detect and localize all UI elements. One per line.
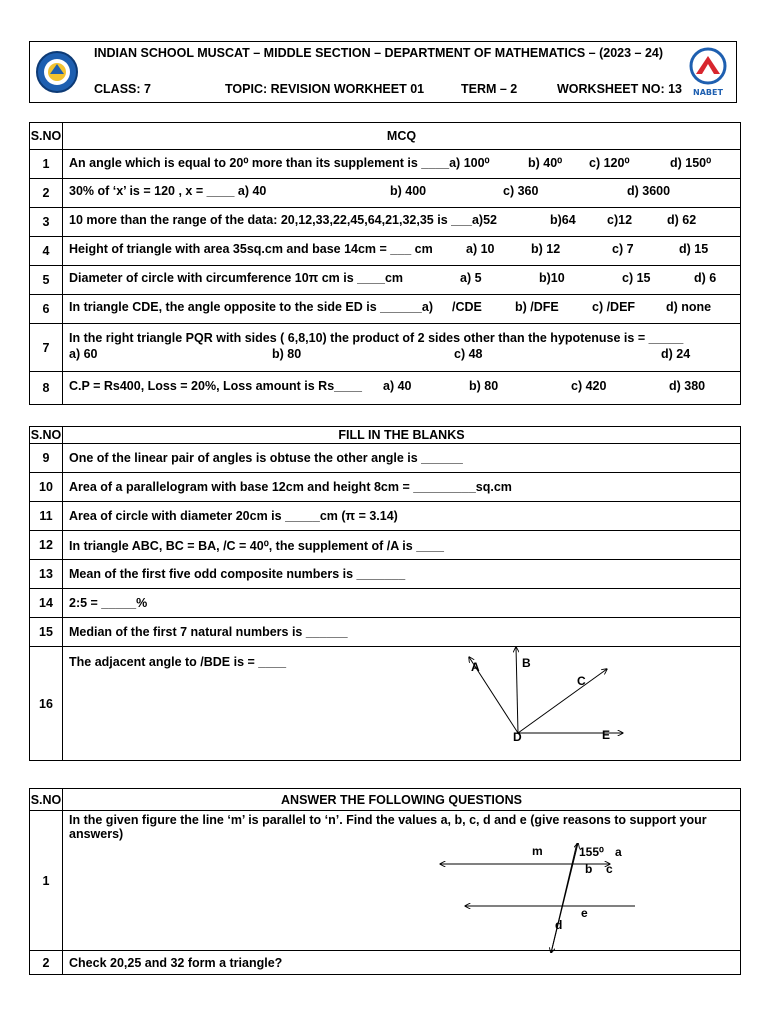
fill-blanks-table [29,426,741,761]
question-number: 4 [30,237,63,266]
option: c) 420 [571,379,607,393]
school-logo-icon [35,50,79,94]
table-row [30,951,741,975]
question-number: 9 [30,444,63,473]
table-row [30,811,741,951]
question-number: 2 [30,179,63,208]
option: b) 80 [469,379,499,393]
ray-dc [518,669,607,733]
option: c) 120⁰ [589,156,630,170]
question-text: 10 more than the range of the data: 20,12,33,22,45,64,21,32,35 is ___a)52 [69,213,498,227]
option: d) 3600 [627,184,671,198]
angle-figure [445,647,745,757]
table-row [30,531,741,560]
transversal-up [551,843,578,953]
table-row [30,324,741,372]
question-cell [63,179,741,208]
question-text: Check 20,25 and 32 form a triangle? [63,951,741,975]
table-row [30,560,741,589]
ray-db [516,647,518,733]
nabet-logo-text: NABET [693,88,723,97]
table-row [30,150,741,179]
option: b)10 [539,271,565,285]
question-text: 2:5 = _____% [63,589,741,618]
table-row [30,179,741,208]
table-row [30,295,741,324]
question-text: Mean of the first five odd composite numbers is _______ [63,560,741,589]
question-number: 1 [30,811,63,951]
question-text: The adjacent angle to /BDE is = ____ [69,655,287,669]
question-text: An angle which is equal to 20⁰ more than its supplement is ____a) 100⁰ [69,156,490,170]
label-c: c [606,862,613,876]
question-number: 6 [30,295,63,324]
option: d) 6 [694,271,717,285]
table-row [30,372,741,405]
question-number: 1 [30,150,63,179]
option: d) none [666,300,712,314]
option: c) /DEF [592,300,636,314]
answer-title-header: ANSWER THE FOLLOWING QUESTIONS [63,789,741,811]
question-number: 12 [30,531,63,560]
label-155: 155⁰ [579,845,604,859]
worksheet-header [29,41,737,103]
question-number: 13 [30,560,63,589]
option: b) 80 [272,346,302,361]
question-text: Diameter of circle with circumference 10π cm is ____cm [69,271,404,285]
option: b)64 [550,213,576,227]
answer-table [29,788,741,975]
question-number: 2 [30,951,63,975]
option: a) 40 [383,379,412,393]
term-label: TERM – 2 [461,82,518,96]
option: c)12 [607,213,633,227]
question-number: 16 [30,647,63,761]
option: d) 380 [669,379,706,393]
question-number: 10 [30,473,63,502]
option: d) 62 [667,213,697,227]
answer-sno-header: S.NO [30,789,63,811]
question-cell [63,208,741,237]
question-cell [63,150,741,179]
question-text: Area of a parallelogram with base 12cm and height 8cm = _________sq.cm [63,473,741,502]
option: /CDE [452,300,482,314]
label-e: e [581,906,588,920]
fill-title-header: FILL IN THE BLANKS [63,427,741,444]
class-label: CLASS: 7 [94,82,151,96]
label-c: C [577,674,586,688]
question-text: In triangle ABC, BC = BA, /C = 40⁰, the supplement of /A is ____ [63,531,741,560]
option: b) 40⁰ [528,156,563,170]
option: d) 150⁰ [670,156,712,170]
mcq-sno-header: S.NO [30,123,63,150]
question-number: 7 [30,324,63,372]
option: b) /DFE [515,300,559,314]
option: b) 400 [390,184,427,198]
question-cell [63,647,741,761]
question-number: 3 [30,208,63,237]
question-cell [63,295,741,324]
question-text: Height of triangle with area 35sq.cm and base 14cm = ___ cm [69,242,433,256]
label-a: a [615,845,622,859]
option: a) 60 [69,346,98,361]
question-text: In triangle CDE, the angle opposite to the side ED is ______a) [69,300,433,314]
table-row [30,618,741,647]
question-cell [63,266,741,295]
question-number: 11 [30,502,63,531]
question-number: 14 [30,589,63,618]
table-row [30,208,741,237]
option: c) 360 [503,184,539,198]
question-text: Area of circle with diameter 20cm is _____cm (π = 3.14) [63,502,741,531]
option: c) 48 [454,346,483,361]
option: d) 24 [661,346,691,361]
question-text: Median of the first 7 natural numbers is ______ [63,618,741,647]
topic-label: TOPIC: REVISION WORKHEET 01 [225,82,425,96]
question-cell [63,324,741,372]
option: d) 15 [679,242,709,256]
question-number: 15 [30,618,63,647]
school-title: INDIAN SCHOOL MUSCAT – MIDDLE SECTION – DEPARTMENT OF MATHEMATICS – (2023 – 24) [94,46,664,60]
option: c) 15 [622,271,651,285]
table-row [30,444,741,473]
mcq-table [29,122,741,405]
label-b: b [585,862,593,876]
question-text: In the given figure the line ‘m’ is parallel to ‘n’. Find the values a, b, c, d and e (give reasons to support your answers) [69,813,707,841]
label-d: D [513,730,522,744]
question-text: C.P = Rs400, Loss = 20%, Loss amount is Rs____ [69,379,362,393]
question-cell [63,372,741,405]
question-number: 8 [30,372,63,405]
table-row [30,589,741,618]
parallel-lines-figure [435,843,635,953]
table-row [30,502,741,531]
question-cell [63,237,741,266]
table-row [30,647,741,761]
question-text: One of the linear pair of angles is obtuse the other angle is ______ [63,444,741,473]
nabet-logo-icon [686,46,730,98]
option: c) 7 [612,242,634,256]
mcq-title-header: MCQ [63,123,741,150]
table-row [30,266,741,295]
label-e: E [602,728,611,742]
label-b: B [522,656,531,670]
option: a) 5 [460,271,482,285]
label-d: d [555,918,563,932]
option: b) 12 [531,242,561,256]
question-number: 5 [30,266,63,295]
table-row [30,473,741,502]
label-m: m [532,844,543,858]
label-a: A [471,660,480,674]
question-text: 30% of ‘x’ is = 120 , x = ____ a) 40 [69,184,267,198]
worksheet-number: WORKSHEET NO: 13 [557,82,683,96]
question-text: In the right triangle PQR with sides ( 6,8,10) the product of 2 sides other than the hypotenuse is = _____ [69,330,684,345]
fill-sno-header: S.NO [30,428,62,442]
table-row [30,237,741,266]
option: a) 10 [466,242,495,256]
question-cell [63,811,741,951]
